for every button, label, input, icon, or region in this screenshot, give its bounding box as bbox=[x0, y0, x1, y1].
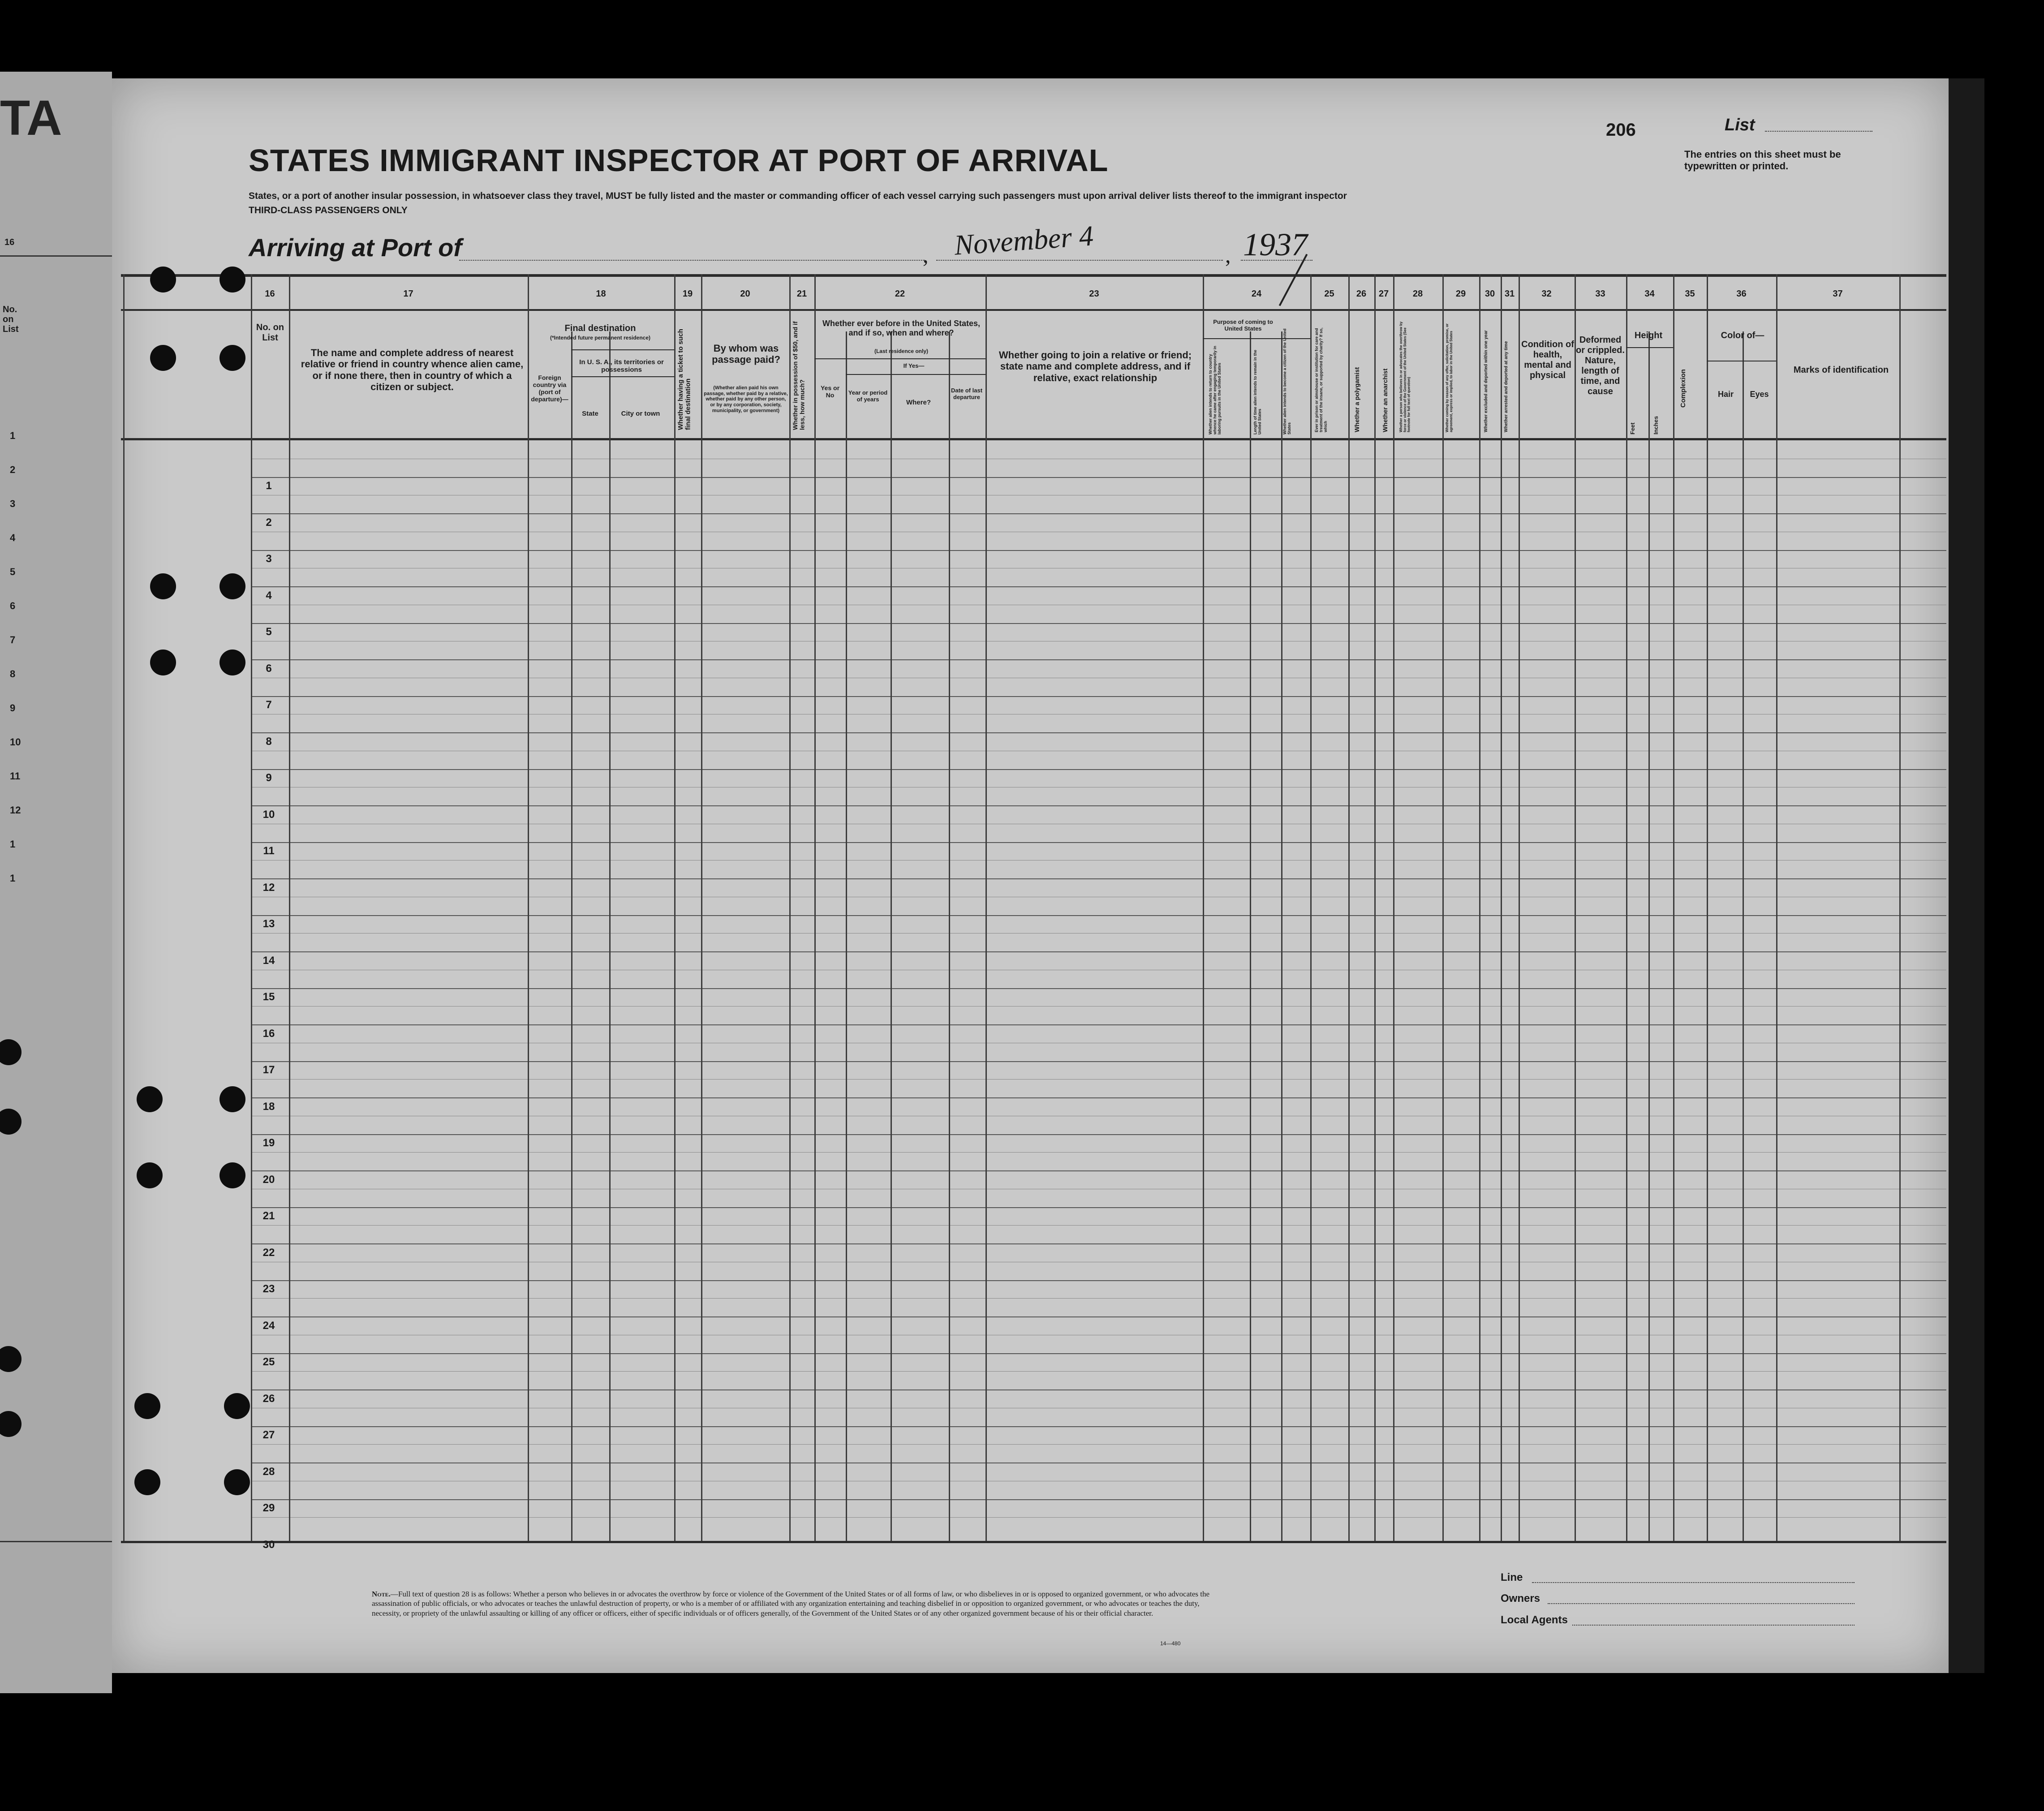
header-bottom-rule bbox=[121, 438, 1946, 440]
row-half-rule bbox=[251, 1079, 1946, 1080]
comma: , bbox=[1225, 242, 1231, 267]
row-half-rule bbox=[251, 1371, 1946, 1372]
row-number: 18 bbox=[262, 1101, 275, 1113]
column-number: 29 bbox=[1455, 289, 1466, 299]
punch-hole bbox=[150, 345, 176, 371]
col18-label: Final destination bbox=[564, 323, 636, 333]
column-number: 33 bbox=[1595, 289, 1605, 299]
form-title: STATES IMMIGRANT INSPECTOR AT PORT OF ARRIVAL bbox=[249, 143, 1109, 178]
list-number-blank bbox=[1765, 130, 1872, 132]
row-number: 30 bbox=[262, 1539, 275, 1551]
fragment-row-number: 3 bbox=[10, 498, 16, 509]
punch-hole bbox=[134, 1393, 160, 1419]
column-number: 35 bbox=[1685, 289, 1695, 299]
row-rule bbox=[251, 659, 1946, 660]
fragment-row-number: 9 bbox=[10, 702, 16, 714]
fragment-col-number: 16 bbox=[4, 237, 15, 247]
col33-label: Deformed or crippled. Nature, length of time, and cause bbox=[1576, 335, 1625, 396]
fragment-row-number: 11 bbox=[10, 770, 21, 782]
row-rule bbox=[251, 1316, 1946, 1317]
fragment-row-number: 6 bbox=[10, 600, 16, 611]
row-rule bbox=[251, 623, 1946, 624]
col31-label: Whether arrested and deported at any time bbox=[1504, 341, 1509, 432]
punch-hole bbox=[219, 1162, 245, 1188]
column-number: 26 bbox=[1356, 289, 1367, 299]
col18-state: State bbox=[582, 410, 598, 417]
col27-label: Whether an anarchist bbox=[1381, 368, 1389, 432]
subheader-rule bbox=[571, 349, 674, 350]
subheader-rule bbox=[571, 376, 674, 377]
row-number: 14 bbox=[262, 955, 275, 967]
col22-sub: (Last residence only) bbox=[874, 348, 929, 354]
column-number: 16 bbox=[265, 289, 275, 299]
row-number: 3 bbox=[266, 553, 272, 565]
col16-label: No. on List bbox=[256, 323, 284, 343]
punch-hole bbox=[219, 1086, 245, 1112]
column-rule bbox=[891, 331, 892, 1541]
row-number: 5 bbox=[266, 626, 272, 638]
fragment-row-number: 5 bbox=[10, 566, 16, 577]
column-number: 19 bbox=[682, 289, 693, 299]
row-number: 6 bbox=[266, 662, 272, 675]
row-number: 11 bbox=[263, 845, 275, 857]
subheader-rule bbox=[1203, 338, 1310, 339]
row-number: 9 bbox=[266, 772, 272, 784]
col30-label: Whether excluded and deported within one year bbox=[1484, 330, 1489, 432]
col18-city: City or town bbox=[621, 410, 660, 417]
row-rule bbox=[251, 1426, 1946, 1427]
column-rule bbox=[1501, 274, 1502, 1541]
subheader-rule bbox=[846, 374, 985, 375]
column-rule bbox=[985, 274, 987, 1541]
row-rule bbox=[251, 1280, 1946, 1281]
column-number: 37 bbox=[1833, 289, 1843, 299]
fragment-row-number: 4 bbox=[10, 532, 16, 543]
col28-label: Whether a person who believes in or advocates the overthrow by force or violence of the Government of the United States (See footnote for full text of question) bbox=[1399, 321, 1411, 432]
column-rule bbox=[251, 274, 252, 1541]
col22-date: Date of last departure bbox=[951, 387, 983, 400]
row-number: 10 bbox=[262, 809, 275, 821]
col36-eyes: Eyes bbox=[1750, 390, 1769, 399]
col24-label: Purpose of coming to United States bbox=[1213, 318, 1273, 332]
row-rule bbox=[251, 915, 1946, 916]
row-number: 1 bbox=[266, 480, 272, 492]
column-rule bbox=[1776, 274, 1777, 1541]
column-rule bbox=[1626, 274, 1627, 1541]
column-number: 20 bbox=[740, 289, 750, 299]
column-number: 25 bbox=[1324, 289, 1334, 299]
column-rule bbox=[123, 274, 125, 1541]
column-rule bbox=[1707, 274, 1708, 1541]
row-rule bbox=[251, 805, 1946, 806]
punch-hole bbox=[134, 1469, 160, 1495]
agents-blank bbox=[1572, 1624, 1855, 1626]
punch-hole bbox=[219, 573, 245, 599]
row-rule bbox=[251, 1389, 1946, 1390]
form-instruction: States, or a port of another insular possession, in whatsoever class they travel, MUST be fully listed and the master or commanding officer of each vessel carrying such passengers must upon arrival deliver lists thereof to the immigrant inspector bbox=[249, 191, 1347, 201]
column-number: 24 bbox=[1251, 289, 1262, 299]
column-rule bbox=[701, 274, 702, 1541]
row-number: 15 bbox=[262, 991, 275, 1003]
punch-hole bbox=[219, 345, 245, 371]
column-rule bbox=[1479, 274, 1480, 1541]
column-rule bbox=[1673, 274, 1674, 1541]
col22-ifyes: If Yes— bbox=[903, 362, 925, 369]
owners-blank bbox=[1548, 1602, 1855, 1604]
adjacent-sheet-fragment bbox=[0, 72, 112, 1693]
fragment-col-label: No. on List bbox=[3, 305, 19, 334]
row-rule bbox=[251, 951, 1946, 952]
row-number: 26 bbox=[262, 1393, 275, 1405]
row-number: 28 bbox=[262, 1466, 275, 1478]
table-bottom-rule bbox=[121, 1541, 1946, 1543]
agents-label: Local Agents bbox=[1501, 1614, 1568, 1626]
column-number: 28 bbox=[1412, 289, 1423, 299]
column-rule bbox=[674, 274, 676, 1541]
fragment-letters: TA bbox=[0, 90, 62, 146]
punch-hole bbox=[224, 1393, 250, 1419]
row-number: 22 bbox=[262, 1247, 275, 1259]
fragment-row-number: 8 bbox=[10, 668, 16, 680]
col20-label: By whom was passage paid? bbox=[712, 343, 780, 366]
punch-hole bbox=[219, 650, 245, 675]
typewritten-note: The entries on this sheet must be typewritten or printed. bbox=[1684, 149, 1841, 172]
punch-hole bbox=[150, 650, 176, 675]
column-number: 18 bbox=[596, 289, 606, 299]
column-rule bbox=[814, 274, 816, 1541]
fragment-row-number: 1 bbox=[10, 873, 16, 884]
col20-sub: (Whether alien paid his own passage, whether paid by a relative, whether paid by any other person, or by any corporation, society, municipality, or government) bbox=[704, 385, 788, 413]
row-rule bbox=[251, 1499, 1946, 1500]
fragment-row-number: 1 bbox=[10, 839, 16, 850]
column-rule bbox=[1442, 274, 1444, 1541]
fragment-row-number: 1 bbox=[10, 430, 16, 441]
port-blank bbox=[459, 259, 925, 261]
footnote bbox=[372, 1589, 1227, 1618]
row-rule bbox=[251, 769, 1946, 770]
row-rule bbox=[251, 1243, 1946, 1244]
row-number: 19 bbox=[262, 1137, 275, 1149]
row-rule bbox=[251, 1061, 1946, 1062]
line-label: Line bbox=[1501, 1571, 1523, 1583]
column-rule bbox=[1281, 331, 1282, 1541]
handwritten-year: 1937 bbox=[1243, 227, 1308, 262]
column-rule bbox=[1743, 331, 1744, 1541]
row-rule bbox=[251, 842, 1946, 843]
col35-label: Complexion bbox=[1679, 369, 1687, 408]
row-rule bbox=[251, 586, 1946, 587]
column-rule bbox=[949, 331, 950, 1541]
column-rule bbox=[1203, 274, 1204, 1541]
fragment-rule bbox=[0, 255, 112, 257]
column-number: 27 bbox=[1378, 289, 1389, 299]
column-number-rule bbox=[121, 309, 1946, 311]
col19-label: Whether having a ticket to such final destination bbox=[677, 329, 692, 430]
row-number: 4 bbox=[266, 589, 272, 602]
col29-label: Whether coming by reason of any offer, solicitation, promise, or agreement, express or implied, to labor in the United States bbox=[1445, 323, 1453, 432]
row-half-rule bbox=[251, 1517, 1946, 1518]
col22-yesno: Yes or No bbox=[820, 384, 840, 399]
row-number: 27 bbox=[262, 1429, 275, 1441]
col22-period: Year or period of years bbox=[848, 389, 888, 403]
row-rule bbox=[251, 1024, 1946, 1025]
fragment-row-number: 7 bbox=[10, 634, 16, 645]
col24a-label: Whether alien intends to return to country whence he came after engaging temporarily in laboring pursuits in the United States bbox=[1208, 345, 1222, 434]
column-rule bbox=[1899, 274, 1901, 1541]
column-rule bbox=[528, 274, 529, 1541]
column-rule bbox=[1648, 331, 1650, 1541]
row-rule bbox=[251, 1353, 1946, 1354]
row-rule bbox=[251, 1207, 1946, 1208]
row-half-rule bbox=[251, 1006, 1946, 1007]
sheet-edge-shadow bbox=[1949, 78, 1984, 1673]
row-rule bbox=[251, 513, 1946, 514]
comma: , bbox=[923, 242, 929, 267]
row-number: 29 bbox=[262, 1502, 275, 1514]
row-rule bbox=[251, 1097, 1946, 1098]
col26-label: Whether a polygamist bbox=[1353, 367, 1360, 432]
row-half-rule bbox=[251, 1298, 1946, 1299]
col37-label: Marks of identification bbox=[1793, 365, 1889, 375]
footnote-text: —Full text of question 28 is as follows: Whether a person who believes in or advocates the overthrow by force or violence of the Government of the United States or of all forms of law, or who disbelieves in or is opposed to organized government, or who advocates the assassination of public officials, or who advocates or teaches the unlawful destruction of property, or who is a member of or affiliated with any organization entertaining and teaching disbelief in or opposition to organized government, or who advocates or teaches the duty, necessity, or propriety of the unlawful assaulting or killing of any officer or officers, either of specific individuals or of officers generally, of the Government of the United States or of any other organized government because of his or their official character. bbox=[372, 1590, 1210, 1617]
row-number: 7 bbox=[266, 699, 272, 711]
row-rule bbox=[251, 878, 1946, 879]
row-number: 2 bbox=[266, 516, 272, 529]
row-rule bbox=[251, 1170, 1946, 1171]
table-top-rule bbox=[121, 274, 1946, 277]
third-class-note: THIRD-CLASS PASSENGERS ONLY bbox=[249, 205, 408, 215]
col34-inches: Inches bbox=[1652, 416, 1659, 434]
row-number: 24 bbox=[262, 1320, 275, 1332]
col24b-label: Length of time alien intends to remain in the United States bbox=[1253, 349, 1262, 434]
page-number: 206 bbox=[1606, 120, 1636, 140]
punch-hole bbox=[219, 267, 245, 293]
column-rule bbox=[1575, 274, 1576, 1541]
handwritten-date: November 4 bbox=[953, 219, 1095, 261]
owners-label: Owners bbox=[1501, 1592, 1541, 1605]
column-rule bbox=[1348, 274, 1350, 1541]
col23-label: Whether going to join a relative or friend; state name and complete address, and if relative, exact relationship bbox=[998, 349, 1192, 383]
col34-feet: Feet bbox=[1629, 422, 1636, 434]
row-rule bbox=[251, 988, 1946, 989]
row-half-rule bbox=[251, 1225, 1946, 1226]
col24c-label: Whether alien intends to become a citizen of the United States bbox=[1282, 328, 1291, 434]
arriving-label: Arriving at Port of bbox=[249, 233, 462, 262]
row-number: 12 bbox=[262, 882, 275, 894]
punch-hole bbox=[150, 267, 176, 293]
row-number: 13 bbox=[262, 918, 275, 930]
row-number: 23 bbox=[262, 1283, 275, 1295]
punch-hole bbox=[150, 573, 176, 599]
column-number: 31 bbox=[1504, 289, 1515, 299]
column-number: 36 bbox=[1736, 289, 1747, 299]
row-rule bbox=[251, 550, 1946, 551]
fragment-row-number: 2 bbox=[10, 464, 16, 475]
column-number: 34 bbox=[1644, 289, 1655, 299]
col21-label: Whether in possession of $50, and if less, how much? bbox=[792, 321, 806, 430]
col22-where: Where? bbox=[906, 399, 931, 406]
row-number: 8 bbox=[266, 736, 272, 748]
row-half-rule bbox=[251, 1152, 1946, 1153]
col18-sub: (*Intended future permanent residence) bbox=[550, 335, 651, 341]
fragment-row-number: 10 bbox=[10, 736, 21, 748]
subheader-rule bbox=[1626, 347, 1673, 348]
row-number: 16 bbox=[262, 1028, 275, 1040]
column-rule bbox=[1250, 331, 1251, 1541]
col25-label: Ever in prison or almshouse or institution for care and treatment of the insane, or supported by charity? If so, which bbox=[1314, 327, 1328, 432]
row-rule bbox=[251, 477, 1946, 478]
column-number: 17 bbox=[403, 289, 413, 299]
column-rule bbox=[289, 274, 290, 1541]
column-rule bbox=[609, 331, 611, 1541]
col18-usa: In U. S. A., its territories or possessions bbox=[579, 358, 664, 374]
row-rule bbox=[251, 732, 1946, 733]
row-number: 17 bbox=[262, 1064, 275, 1076]
column-rule bbox=[789, 274, 791, 1541]
subheader-rule bbox=[814, 358, 985, 359]
column-rule bbox=[1310, 274, 1312, 1541]
row-number: 21 bbox=[262, 1210, 275, 1222]
line-blank bbox=[1532, 1581, 1855, 1583]
column-rule bbox=[1519, 274, 1520, 1541]
footnote-label: Note. bbox=[372, 1590, 391, 1598]
column-number: 23 bbox=[1089, 289, 1099, 299]
fragment-row-number: 12 bbox=[10, 804, 21, 816]
row-rule bbox=[251, 1134, 1946, 1135]
fragment-rule bbox=[0, 1541, 112, 1542]
col18-foreign: Foreign country via (port of departure)— bbox=[531, 374, 568, 403]
list-label: List bbox=[1725, 116, 1755, 134]
row-number: 20 bbox=[262, 1174, 275, 1186]
col36-hair: Hair bbox=[1717, 390, 1734, 399]
col34-label: Height bbox=[1634, 331, 1663, 340]
row-rule bbox=[251, 696, 1946, 697]
column-number: 30 bbox=[1485, 289, 1495, 299]
punch-hole bbox=[137, 1162, 163, 1188]
col36-label: Color of— bbox=[1721, 331, 1764, 340]
column-rule bbox=[846, 331, 847, 1541]
column-number: 32 bbox=[1541, 289, 1552, 299]
col32-label: Condition of health, mental and physical bbox=[1521, 340, 1574, 380]
punch-hole bbox=[224, 1469, 250, 1495]
row-number: 25 bbox=[262, 1356, 275, 1368]
column-number: 21 bbox=[796, 289, 807, 299]
column-number: 22 bbox=[895, 289, 905, 299]
col22-label: Whether ever before in the United States, and if so, when and where? bbox=[822, 319, 981, 337]
col17-label: The name and complete address of nearest relative or friend in country whence alien came, or if none there, then in country of which a citizen or subject. bbox=[301, 347, 524, 392]
column-rule bbox=[1393, 274, 1394, 1541]
punch-hole bbox=[137, 1086, 163, 1112]
column-rule bbox=[1374, 274, 1376, 1541]
row-half-rule bbox=[251, 1444, 1946, 1445]
column-rule bbox=[571, 331, 572, 1541]
form-code: 14—480 bbox=[1160, 1640, 1181, 1647]
